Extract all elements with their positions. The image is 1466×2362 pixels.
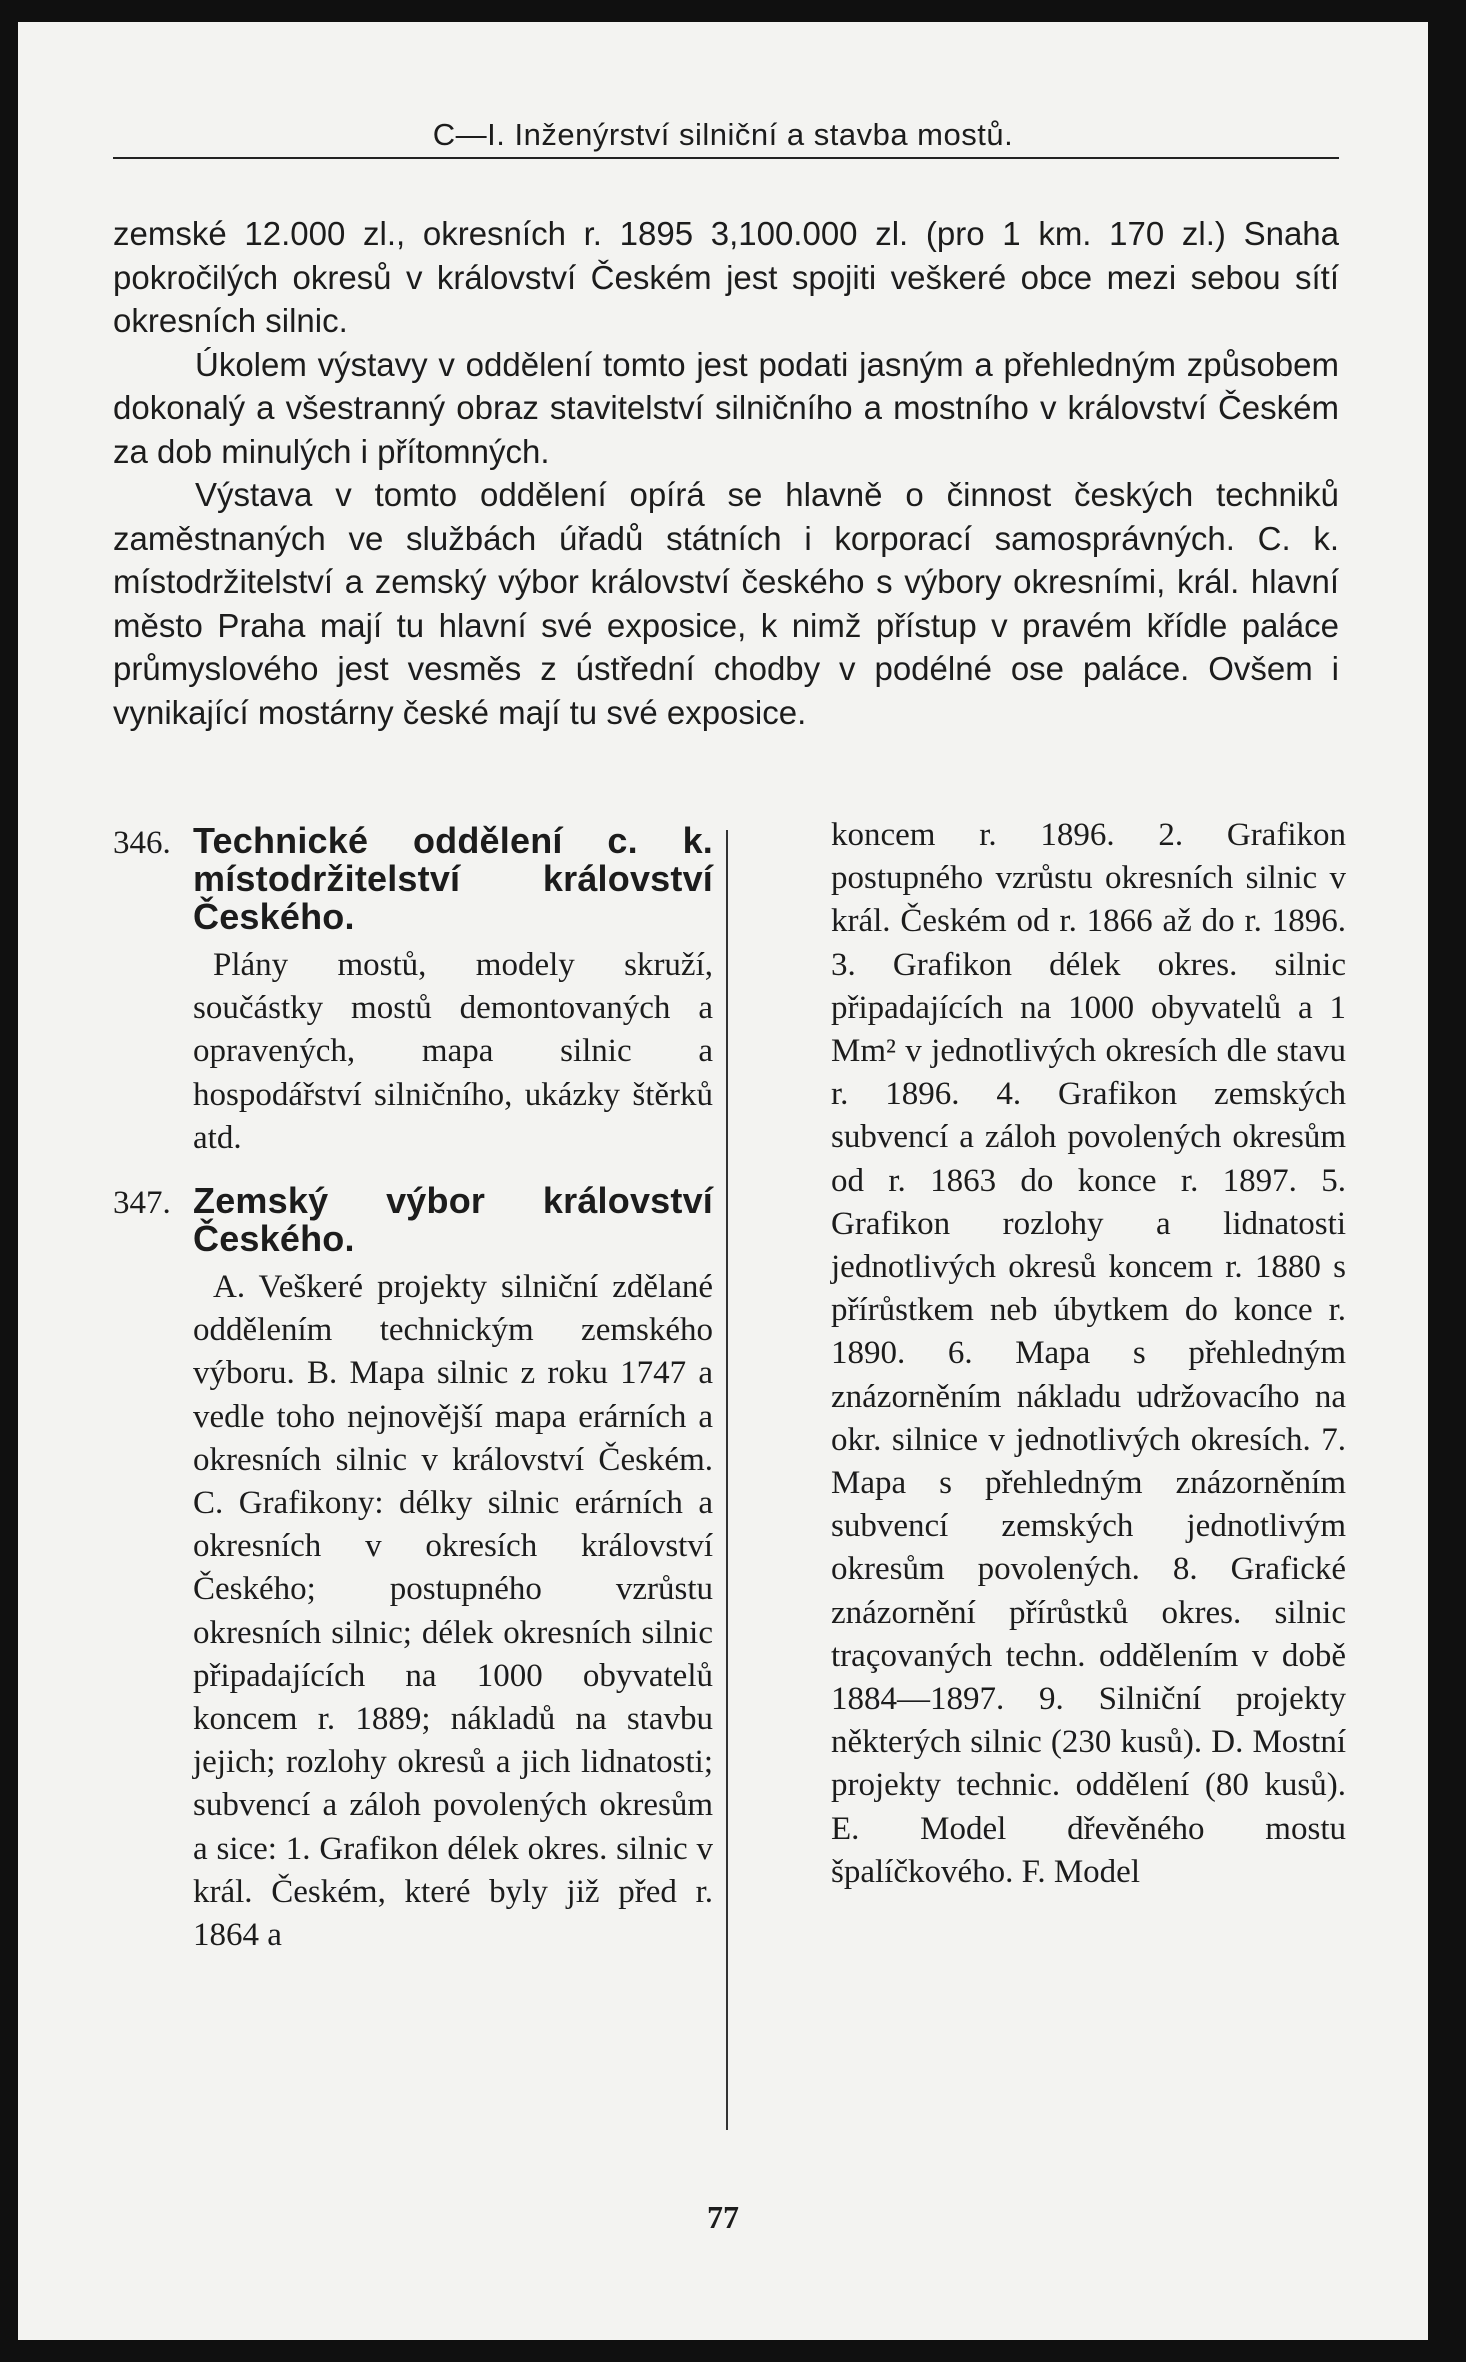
entry-347 — [113, 1182, 713, 1957]
left-column — [113, 822, 713, 1979]
entry-heading — [113, 1182, 713, 1258]
entry-body — [193, 1266, 713, 1957]
column-divider — [726, 830, 728, 2130]
entry-number: 346. — [113, 825, 171, 861]
entry-text: A. Veškeré projekty silniční zdělané oddělením technickým zemského výboru. B. Mapa silnic z roku 1747 a vedle toho nejnovější mapa erárních a okresních silnic v království Českém. C. Grafikony: délky silnic erárních a okresních v okresích království Českého; postupného vzrůstu okresních silnic; délek okresních silnic připadajících na 1000 obyvatelů koncem r. 1889; nákladů na stavbu jejich; rozlohy okresů a jich lidnatosti; subvencí a záloh povolených okresům a sice: 1. Grafikon délek okres. silnic v král. Českém, které byly již před r. 1864 a — [193, 1269, 713, 1954]
page-number: 77 — [707, 2199, 739, 2235]
running-header: C—I. Inženýrství silniční a stavba mostů. — [432, 117, 1014, 152]
header-rule — [113, 157, 1339, 159]
intro-text — [113, 212, 1339, 734]
intro-paragraph: zemské 12.000 zl., okresních r. 1895 3,100.000 zl. (pro 1 km. 170 zl.) Snaha pokročilých okresů v království Českém jest spojiti veškeré obce mezi sebou sítí okresních silnic. — [113, 215, 1339, 339]
entry-text: Plány mostů, modely skruží, součástky mostů demontovaných a opravených, mapa silnic a hospodářství silničního, ukázky štěrků atd. — [193, 947, 713, 1156]
entry-number: 347. — [113, 1185, 171, 1222]
intro-paragraph: Úkolem výstavy v oddělení tomto jest podati jasným a přehledným způsobem dokonalý a všestranný obraz stavitelství silničního a mostního v království Českém za dob minulých i přítomných. — [113, 345, 1339, 470]
entry-346 — [113, 822, 713, 1160]
entry-heading — [113, 822, 713, 936]
intro-paragraph: Výstava v tomto oddělení opírá se hlavně o činnost českých techniků zaměstnaných ve službách úřadů státních i korporací samosprávných. C. k. místodržitelství a zemský výbor království českého s výbory okresními, král. hlavní město Praha mají tu hlavní své exposice, k nimž přístup v pravém křídle paláce průmyslového jest vesměs z ústřední chodby v podélné ose paláce. Ovšem i vynikající mostárny české mají tu své exposice. — [113, 476, 1339, 731]
right-column — [831, 814, 1346, 1894]
book-page — [18, 22, 1428, 2340]
entry-body — [193, 944, 713, 1160]
continued-text: koncem r. 1896. 2. Grafikon postupného vzrůstu okresních silnic v král. Českém od r. 1866 až do r. 1896. 3. Grafikon délek okres. silnic připadajících na 1000 obyvatelů a 1 Mm² v jednotlivých okresích dle stavu r. 1896. 4. Grafikon zemských subvencí a záloh povolených okresům od r. 1863 do konce r. 1897. 5. Grafikon rozlohy a lidnatosti jednotlivých okresů koncem r. 1880 s přírůstkem neb úbytkem do konce r. 1890. 6. Mapa s přehledným znázorněním nákladu udržovacího na okr. silnice v jednotlivých okresích. 7. Mapa s přehledným znázorněním subvencí zemských jednotlivým okresům povolených. 8. Grafické znázornění přírůstků okres. silnic traçovaných techn. oddělením v době 1884—1897. 9. Silniční projekty některých silnic (230 kusů). D. Mostní projekty technic. oddělení (80 kusů). E. Model dřevěného mostu špalíčkového. F. Model — [831, 817, 1346, 1890]
entry-title: Zemský výbor království Českého. — [193, 1180, 713, 1260]
entry-title: Technické oddělení c. k. místodržitelství království Českého. — [193, 820, 713, 937]
